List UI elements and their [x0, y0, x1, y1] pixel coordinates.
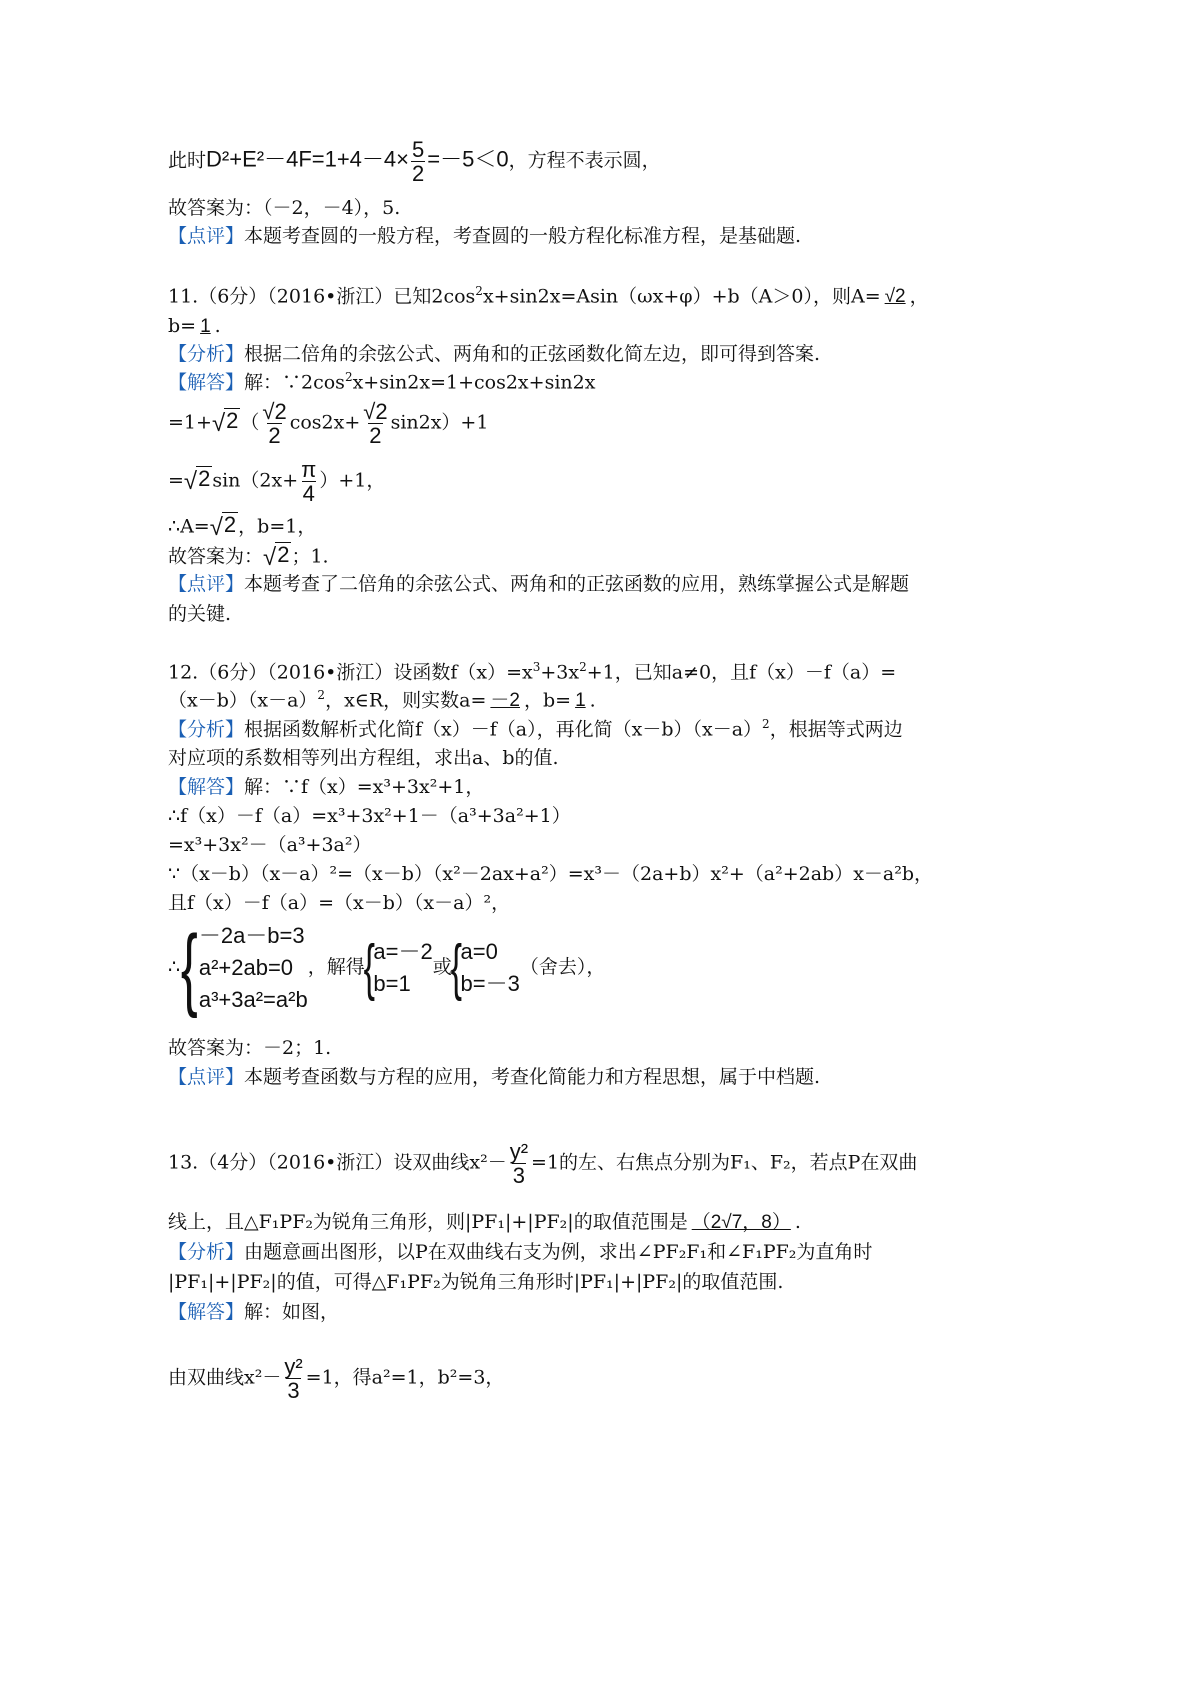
text: 11.（6分）（2016•浙江）已知2cos: [168, 285, 476, 308]
text: sin2x）+1: [390, 411, 489, 434]
solution-tag: 【解答】: [168, 776, 245, 798]
q12-solution-line3: =x³+3x²－（a³+3a²）: [168, 834, 372, 856]
q12-equation-system: [168, 916, 1108, 1019]
text: b=: [168, 315, 197, 337]
text: ，解得: [307, 955, 365, 978]
fraction: [283, 1355, 303, 1402]
text: ∴A=: [168, 515, 210, 538]
text: .: [589, 689, 596, 712]
answer-blank: √2: [884, 286, 906, 308]
denominator: 2: [268, 423, 281, 449]
fraction: [261, 400, 287, 447]
denominator: 4: [302, 481, 315, 507]
text: 由双曲线x²－: [168, 1366, 282, 1389]
system: [180, 916, 308, 1019]
equation: a=0: [460, 938, 498, 964]
answer-blank: 1: [200, 316, 211, 337]
comment-text: 本题考查了二倍角的余弦公式、两角和的正弦函数的应用，熟练掌握公式是解题: [244, 573, 910, 595]
fraction: [300, 458, 317, 505]
q11-analysis: [168, 342, 1108, 367]
q11-stem-line2: [168, 314, 1108, 340]
analysis-text: 根据二倍角的余弦公式、两角和的正弦函数化简左边，即可得到答案.: [244, 343, 821, 365]
equation: b=－3: [460, 970, 520, 996]
text: 此时: [168, 149, 207, 172]
q13-stem-line1: [168, 1140, 1108, 1187]
text: ）+1，: [319, 469, 386, 492]
answer-blank: （2√7，8）: [691, 1212, 791, 1233]
q12-solution-line1: [168, 775, 1108, 800]
q13-stem-line2: [168, 1210, 1108, 1236]
text: .: [214, 315, 221, 337]
sqrt-2: √ 2: [263, 542, 291, 573]
sqrt-2: √ 2: [212, 408, 240, 439]
fraction: [411, 138, 425, 185]
q13-solution-line2: [168, 1355, 1108, 1402]
formula: =－5＜0: [427, 146, 509, 172]
text: x+sin2x=Asin（ωx+φ）+b（A＞0），则A=: [482, 285, 881, 308]
comment-tag: 【点评】: [168, 1066, 245, 1088]
therefore-symbol: ∴: [168, 955, 181, 978]
text: ，方程不表示圆，: [508, 149, 661, 172]
text: 根据函数解析式化简f（x）－f（a），再化简（x－b）（x－a）: [244, 718, 763, 741]
q12-analysis: 【分析】根据函数解析式化简f（x）－f（a），再化简$(x-b)(x-a)^2$，根据等式两边: [168, 717, 903, 741]
q12-solution-line4: ∵（x－b）（x－a）²=（x－b）（x²－2ax+a²）=x³－（2a+b）x²+（a²+2ab）x－a²b，: [168, 863, 934, 885]
text: ，b=1，: [238, 515, 317, 538]
text: 解：∵2cos: [244, 371, 345, 394]
numerator: π: [301, 457, 317, 482]
text: 解：如图，: [244, 1301, 340, 1323]
comment-text: 本题考查函数与方程的应用，考查化简能力和方程思想，属于中档题.: [244, 1066, 821, 1088]
text: =: [168, 469, 184, 492]
text: +1，已知a≠0，且f（x）－f（a）=: [586, 661, 897, 684]
q12-stem-line2: $(x-b)(x-a)^2$，x∈R，则实数a= －2 ，b= 1 .: [168, 688, 1108, 714]
text: cos2x+: [289, 411, 361, 434]
text: sin（2x+: [212, 469, 299, 492]
fraction: [509, 1140, 529, 1187]
text: =1+: [168, 411, 212, 434]
text: （: [240, 411, 260, 434]
q13-analysis: [168, 1240, 1108, 1265]
q11-stem-line1: 11.（6分）（2016•浙江）已知$2\cos^2x+\sin 2x=Asin(\omega x+\varphi)+b(A>0)$，则A= √2 ，: [168, 284, 1108, 310]
answer-blank: 1: [575, 690, 586, 712]
equation: a²+2ab=0: [198, 954, 294, 980]
q12-comment: [168, 1065, 1108, 1090]
text: =1的左、右焦点分别为F₁、F₂，若点P在双曲: [531, 1151, 918, 1174]
text: ，b=: [523, 689, 572, 712]
text: 12.（6分）（2016•浙江）设函数f（x）=x: [168, 661, 533, 684]
solution-tag: 【解答】: [168, 371, 245, 394]
text: =1，得a²=1，b²=3，: [305, 1366, 505, 1389]
condition-line: [168, 138, 1108, 185]
q12-analysis-cont: 对应项的系数相等列出方程组，求出a、b的值.: [168, 747, 559, 769]
denominator: 3: [287, 1378, 300, 1404]
sqrt-2: √ 2: [184, 466, 212, 497]
solution-system: [363, 932, 433, 1002]
numerator: √2: [262, 399, 287, 424]
text: （x－b）（x－a）: [168, 689, 318, 712]
comment-tag: 【点评】: [168, 573, 245, 595]
q12-answer: 故答案为：－2；1.: [168, 1037, 332, 1059]
left-brace-icon: {: [181, 916, 198, 1019]
denominator: 3: [512, 1163, 525, 1189]
fraction: [362, 400, 388, 447]
equation: －2a－b=3: [198, 923, 305, 948]
q12-stem-line1: 12.（6分）（2016•浙江）设函数$f(x)=x^3+3x^2+1$，已知a≠0，且f（x）－f（a）=: [168, 660, 897, 684]
text: +3x: [540, 661, 580, 684]
denominator: 2: [369, 423, 382, 449]
comment-line: [168, 224, 1108, 249]
text: 或: [432, 955, 452, 978]
q11-comment-cont: 的关键.: [168, 603, 232, 625]
q12-solution-line2: ∴f（x）－f（a）=x³+3x²+1－（a³+3a²+1）: [168, 805, 571, 827]
text: 线上，且△F₁PF₂为锐角三角形，则|PF₁|+|PF₂|的取值范围是: [168, 1211, 688, 1233]
equation: a³+3a²=a²b: [198, 986, 308, 1012]
text: ，根据等式两边: [769, 718, 903, 741]
numerator: y²: [509, 1139, 529, 1164]
comment-tag: 【点评】: [168, 225, 245, 247]
q11-comment: [168, 572, 1108, 597]
sqrt-2: √ 2: [210, 512, 238, 543]
text: ，: [909, 285, 929, 308]
solution-system: [450, 932, 520, 1002]
q11-solution-line1: 【解答】解：$\because 2\cos^2x+\sin 2x=1+\cos 2x+\sin 2x$: [168, 370, 596, 394]
solution-tag: 【解答】: [168, 1301, 245, 1323]
answer-blank: －2: [490, 690, 520, 712]
text: ，x∈R，则实数a=: [325, 689, 487, 712]
analysis-tag: 【分析】: [168, 1241, 245, 1263]
q13-analysis-cont: |PF₁|+|PF₂|的值，可得△F₁PF₂为锐角三角形时|PF₁|+|PF₂|的取值范围.: [168, 1271, 784, 1293]
analysis-tag: 【分析】: [168, 718, 245, 741]
text: （舍去），: [519, 955, 606, 978]
text: 解：∵f（x）=x³+3x²+1，: [244, 776, 485, 798]
numerator: y²: [284, 1354, 303, 1379]
q11-solution-line4: [168, 512, 1108, 543]
text: 故答案为：: [168, 545, 264, 568]
q12-solution-line5: 且f（x）－f（a）=（x－b）（x－a）²，: [168, 892, 511, 914]
comment-text: 本题考查圆的一般方程，考查圆的一般方程化标准方程，是基础题.: [244, 225, 802, 247]
q11-answer: [168, 542, 1108, 573]
analysis-tag: 【分析】: [168, 343, 245, 365]
analysis-text: 由题意画出图形，以P在双曲线右支为例，求出∠PF₂F₁和∠F₁PF₂为直角时: [244, 1241, 873, 1263]
equation: b=1: [373, 970, 411, 996]
text: .: [794, 1211, 801, 1233]
numerator: √2: [363, 399, 388, 424]
q11-solution-line2: [168, 400, 1108, 447]
q11-solution-line3: [168, 458, 1108, 505]
left-brace-icon: {: [450, 932, 462, 1002]
denominator: 2: [412, 161, 425, 187]
text: x+sin2x=1+cos2x+sin2x: [352, 371, 596, 394]
text: 13.（4分）（2016•浙江）设双曲线x²－: [168, 1151, 507, 1174]
text: ；1.: [291, 545, 329, 568]
numerator: 5: [412, 137, 425, 162]
q13-solution-line1: [168, 1300, 1108, 1325]
equation: a=－2: [373, 938, 433, 964]
left-brace-icon: {: [363, 932, 375, 1002]
answer-line: 故答案为：（－2，－4），5.: [168, 197, 401, 219]
formula: D²+E²－4F=1+4－4×: [206, 146, 410, 172]
